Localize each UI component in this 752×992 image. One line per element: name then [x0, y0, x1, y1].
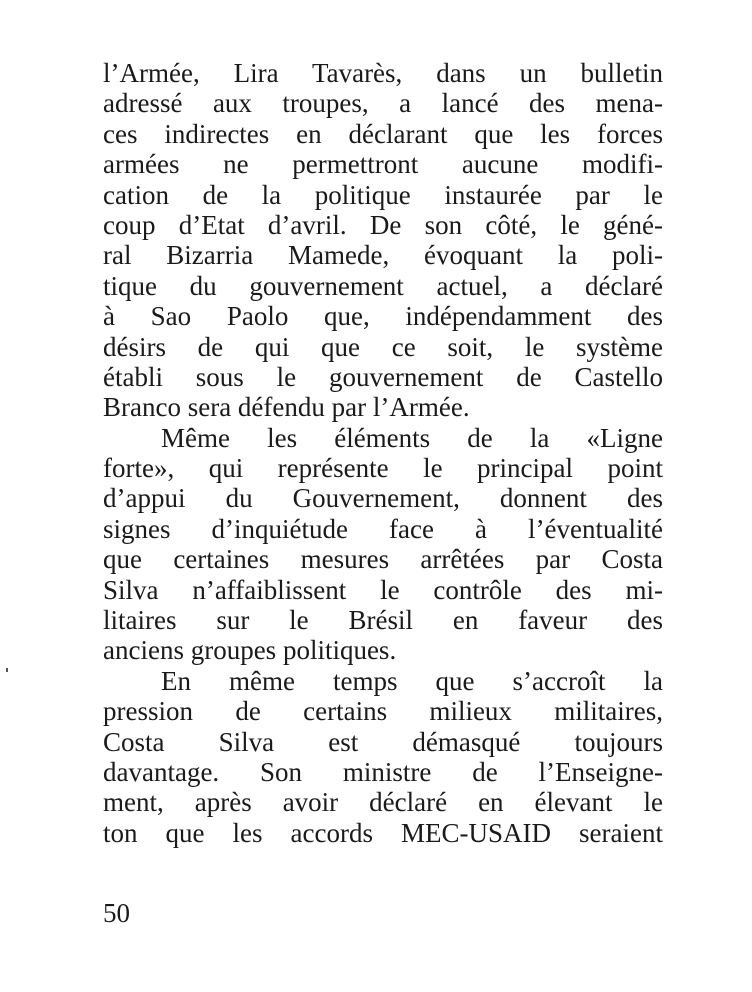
text-line: Même les éléments de la «Ligne [161, 422, 663, 453]
text-line: adressé aux troupes, a lancé des mena- [103, 88, 663, 119]
text-line: forte», qui représente le principal point [103, 453, 663, 484]
text-line: Branco sera défendu par l’Armée. [103, 392, 470, 423]
text-line: coup d’Etat d’avril. De son côté, le géné- [103, 209, 663, 240]
text-line: litaires sur le Brésil en faveur des [103, 605, 663, 636]
text-line: cation de la politique instaurée par le [103, 179, 663, 210]
text-line: que certaines mesures arrêtées par Costa [103, 544, 663, 575]
text-line: désirs de qui que ce soit, le système [103, 331, 663, 362]
text-line: anciens groupes politiques. [103, 635, 397, 666]
text-line: ton que les accords MEC-USAID seraient [103, 817, 663, 848]
text-line: ces indirectes en déclarant que les forces [103, 118, 663, 149]
text-line: d’appui du Gouvernement, donnent des [103, 483, 663, 514]
text-line: signes d’inquiétude face à l’éventualité [103, 513, 663, 544]
page-number: 50 [103, 898, 130, 928]
text-line: établi sous le gouvernement de Castello [103, 361, 663, 392]
scan-speck [6, 668, 8, 672]
text-line: à Sao Paolo que, indépendamment des [103, 301, 663, 332]
body-text [103, 58, 663, 848]
text-line: Silva n’affaiblissent le contrôle des mi- [103, 574, 663, 605]
text-line: Costa Silva est démasqué toujours [103, 726, 663, 757]
text-line: armées ne permettront aucune modifi- [103, 149, 663, 180]
text-line: davantage. Son ministre de l’Enseigne- [103, 756, 663, 787]
text-line: ral Bizarria Mamede, évoquant la poli- [103, 240, 663, 271]
text-line: En même temps que s’accroît la [161, 665, 663, 696]
text-line: pression de certains milieux militaires, [103, 696, 663, 727]
text-line: l’Armée, Lira Tavarès, dans un bulletin [103, 58, 663, 88]
text-line: tique du gouvernement actuel, a déclaré [103, 270, 663, 301]
text-line: ment, après avoir déclaré en élevant le [103, 787, 663, 818]
